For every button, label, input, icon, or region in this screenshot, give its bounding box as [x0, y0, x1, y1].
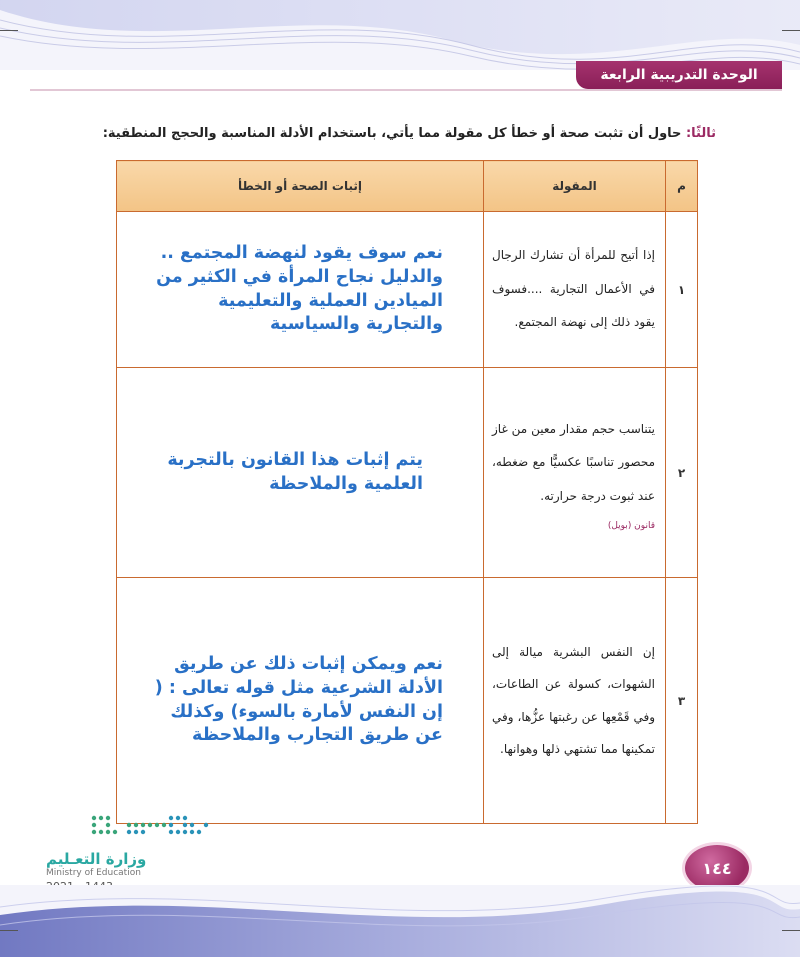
ministry-name-en: Ministry of Education — [46, 868, 141, 878]
statement-source: قانون (بويل) — [607, 520, 655, 531]
statement-cell — [484, 368, 666, 578]
ministry-logo-icon — [84, 806, 224, 846]
row-number: ١ — [666, 212, 698, 368]
answer-cell: نعم ويمكن إثبات ذلك عن طريق الأدلة الشرعية مثل قوله تعالى : ( إن النفس لأمارة بالسوء) وكذلك عن طريق التجارب والملاحظة — [117, 578, 484, 824]
row-number: ٢ — [666, 368, 698, 578]
instruction-lead: ثالثًا: — [685, 126, 716, 141]
page-number: ١٤٤ — [685, 845, 749, 891]
table-header-row — [117, 161, 698, 212]
instruction-body: حاول أن تثبت صحة أو خطأ كل مقولة مما يأتي، باستخدام الأدلة المناسبة والحجج المنطقية: — [102, 126, 682, 141]
table-row — [117, 368, 698, 578]
bottom-decorative-band — [0, 885, 800, 957]
statements-table — [116, 160, 698, 824]
answer-cell: نعم سوف يقود لنهضة المجتمع .. والدليل نجاح المرأة في الكثير من الميادين العملية والتعليمية والتجارية والسياسية — [117, 212, 484, 368]
header-proof: إثبات الصحة أو الخطأ — [117, 161, 484, 212]
answer-cell: يتم إثبات هذا القانون بالتجربة العلمية والملاحظة — [117, 368, 484, 578]
statement-cell: إذا أتيح للمرأة أن تشارك الرجال في الأعمال التجارية ....فسوف يقود ذلك إلى نهضة المجتمع. — [484, 212, 666, 368]
crop-mark — [0, 30, 18, 31]
top-decorative-band — [0, 0, 800, 70]
crop-mark — [0, 930, 18, 931]
header-divider — [30, 89, 782, 91]
table-row — [117, 212, 698, 368]
table-row — [117, 578, 698, 824]
header-statement: المقولة — [484, 161, 666, 212]
unit-title-tab: الوحدة التدريبية الرابعة — [576, 61, 782, 89]
header-num: م — [666, 161, 698, 212]
row-number: ٣ — [666, 578, 698, 824]
statement-text: يتناسب حجم مقدار معين من غاز محصور تناسبًا عكسيًّا مع ضغطه، عند ثبوت درجة حرارته. — [492, 421, 655, 503]
statement-cell: إن النفس البشرية ميالة إلى الشهوات، كسولة عن الطاعات، وفي قَمْعِها عن رغبتها عزُّها، وفي تمكينها مما تشتهي ذلها وهوانها. — [484, 578, 666, 824]
instruction-text — [66, 126, 716, 141]
crop-mark — [782, 930, 800, 931]
ministry-name-ar: وزارة التعـليم — [46, 850, 147, 868]
ministry-logo — [44, 806, 194, 846]
crop-mark — [782, 30, 800, 31]
